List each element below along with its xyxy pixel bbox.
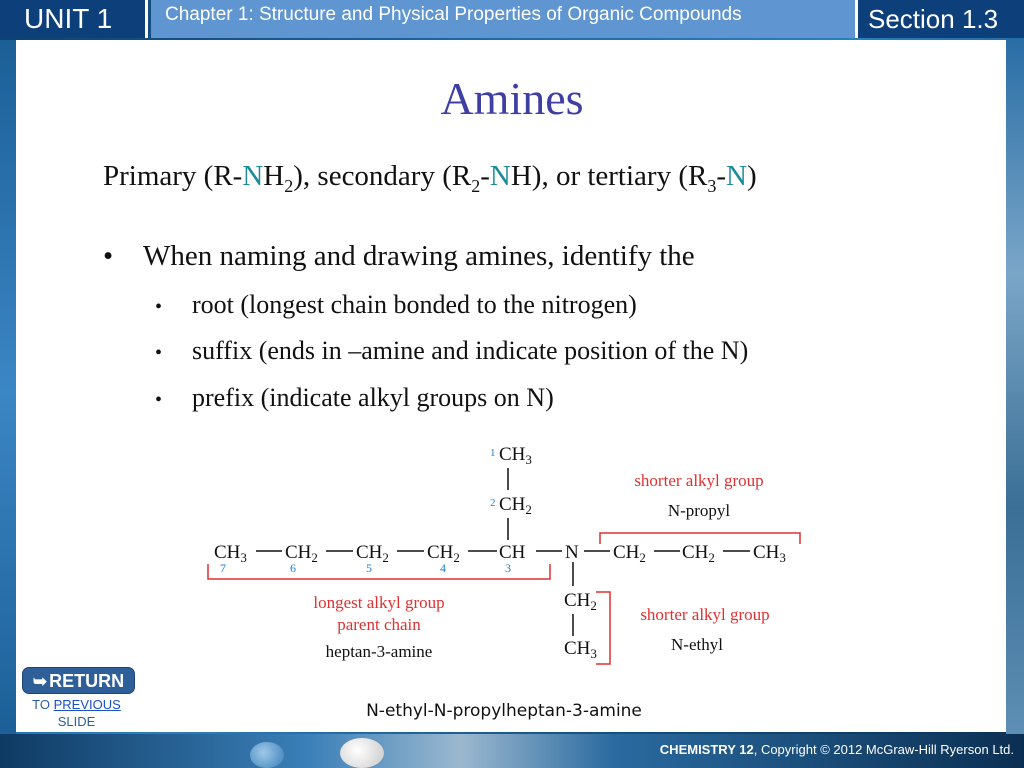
lead-text: - xyxy=(480,160,490,192)
bullet-text: root (longest chain bonded to the nitrogen) xyxy=(192,290,637,319)
to-label: TO xyxy=(32,697,50,712)
return-arrow-icon: ➥ xyxy=(32,672,48,691)
return-button[interactable] xyxy=(22,667,135,694)
chapter-title: Chapter 1: Structure and Physical Properties of Organic Compounds xyxy=(151,0,855,38)
chain-atom: $CH_2$ xyxy=(427,542,460,565)
bullet-dot: • xyxy=(155,296,163,318)
shorter-group-top-label: shorter alkyl group xyxy=(634,471,764,490)
background-left xyxy=(0,40,16,740)
chain-atom: $CH_2$ xyxy=(613,542,646,565)
return-subtext xyxy=(20,696,133,730)
molecule-decoration xyxy=(250,742,284,768)
carbon-number: 4 xyxy=(440,561,446,575)
nitrogen-symbol: N xyxy=(726,160,747,192)
chain-atom: $CH_2$ xyxy=(356,542,389,565)
nitrogen-symbol: N xyxy=(242,160,264,192)
lead-text: ), secondary (R xyxy=(293,160,472,192)
chain-atom: $CH_2$ xyxy=(285,542,318,565)
slide-label: SLIDE xyxy=(57,714,96,729)
bullet-dot: • xyxy=(103,240,114,272)
propyl-label: N-propyl xyxy=(667,501,731,520)
nitrogen-symbol: N xyxy=(489,160,511,192)
lead-text: Primary (R- xyxy=(103,160,243,192)
header-bar xyxy=(0,0,1024,40)
bullet-text: prefix (indicate alkyl groups on N) xyxy=(192,383,554,412)
carbon-number: 3 xyxy=(505,561,511,575)
shorter-group-bottom-label: shorter alkyl group xyxy=(640,605,770,624)
carbon-number: 1 xyxy=(490,447,496,459)
lead-text: H), or tertiary (R xyxy=(510,160,708,192)
nitrogen-atom: N xyxy=(565,542,579,563)
lead-text: H xyxy=(263,160,285,192)
bullet-sub-root xyxy=(155,290,637,320)
chain-atom: $CH_2$ xyxy=(564,590,597,613)
bullet-sub-prefix xyxy=(155,383,554,413)
bullet-sub-suffix xyxy=(155,336,748,366)
lead-text: - xyxy=(716,160,727,192)
amine-structure-diagram xyxy=(200,440,820,680)
bullet-text: suffix (ends in –amine and indicate position of the N) xyxy=(192,336,749,365)
chain-atom: CH xyxy=(499,542,526,563)
book-title: CHEMISTRY 12 xyxy=(659,742,754,757)
background-right xyxy=(1006,40,1024,740)
copyright-footer xyxy=(660,742,1014,757)
return-label: RETURN xyxy=(49,671,125,691)
chain-atom: $CH_3$ xyxy=(499,444,532,467)
parent-chain-label: parent chain xyxy=(337,615,421,634)
subscript: 3 xyxy=(707,175,717,196)
chain-atom: $CH_2$ xyxy=(499,494,532,517)
ethyl-label: N-ethyl xyxy=(671,635,723,654)
bullet-dot: • xyxy=(155,342,163,364)
carbon-number: 5 xyxy=(366,561,372,575)
slide-title: Amines xyxy=(440,73,584,124)
parent-chain-bracket xyxy=(208,564,550,579)
full-compound-name: N-ethyl-N-propylheptan-3-amine xyxy=(366,701,642,721)
subscript: 2 xyxy=(471,175,481,196)
chain-atom: $CH_3$ xyxy=(753,542,786,565)
subscript: 2 xyxy=(284,175,294,196)
molecule-decoration xyxy=(340,738,384,768)
carbon-number: 7 xyxy=(220,561,226,575)
carbon-number: 6 xyxy=(290,561,296,575)
bullet-text: When naming and drawing amines, identify the xyxy=(143,240,695,272)
root-name-label: heptan-3-amine xyxy=(325,642,433,661)
chain-atom: $CH_3$ xyxy=(564,638,597,661)
carbon-number: 2 xyxy=(490,497,496,509)
bullet-main xyxy=(103,240,695,273)
lead-text: ) xyxy=(746,160,757,192)
amine-types-line xyxy=(103,160,757,197)
chain-atom: $CH_3$ xyxy=(214,542,247,565)
longest-group-label: longest alkyl group xyxy=(313,593,445,612)
section-label: Section 1.3 xyxy=(855,0,1024,38)
previous-link[interactable]: PREVIOUS xyxy=(53,697,121,712)
unit-label: UNIT 1 xyxy=(0,0,148,38)
bullet-dot: • xyxy=(155,389,163,411)
chain-atom: $CH_2$ xyxy=(682,542,715,565)
copyright-text: , Copyright © 2012 McGraw-Hill Ryerson Ltd. xyxy=(753,742,1014,757)
ethyl-bracket xyxy=(596,592,610,664)
